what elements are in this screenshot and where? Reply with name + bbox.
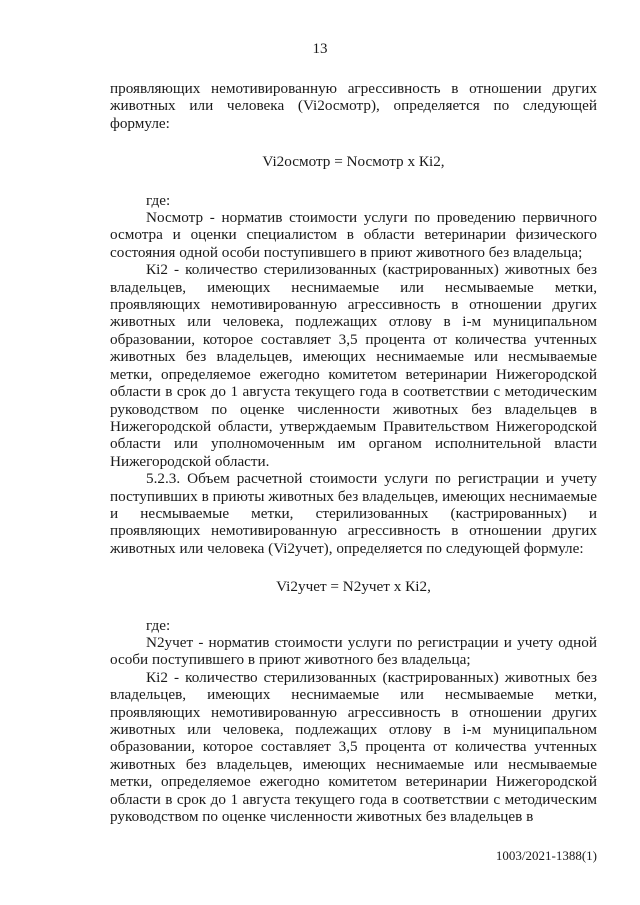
document-code: 1003/2021-1388(1) (495, 848, 597, 863)
paragraph-inspection-norm: Nосмотр - норматив стоимости услуги по проведению первичного осмотра и оценки специалистом в области ветеринарии физического состояния одной особи поступившего в приют животного без владельца; (110, 209, 597, 261)
document-body (110, 80, 597, 825)
paragraph-continuation: проявляющих немотивированную агрессивность в отношении других животных или человека (Vi2осмотр), определяется по следующей формуле: (110, 80, 597, 132)
where-label: где: (146, 191, 171, 209)
paragraph-ki2-definition-2: Кi2 - количество стерилизованных (кастрированных) животных без владельцев, имеющих неснимаемые или несмываемые метки, проявляющих немотивированную агрессивность в отношении других животных или человека, подлежащих отлову в i-м муниципальном образовании, которое составляет 3,5 процента от количества учтенных животных без владельцев, имеющих неснимаемые или несмываемые метки, определяемое ежегодно комитетом ветеринарии Нижегородской области в срок до 1 августа текущего года в соответствии с методическим руководством по оценке численности животных без владельцев в (110, 668, 597, 826)
formula-registration-volume: Vi2учет = N2учет х Кi2, (276, 578, 431, 596)
paragraph-registration-norm: N2учет - норматив стоимости услуги по регистрации и учету одной особи поступившего в приют животного без владельца; (110, 633, 597, 669)
paragraph-ki2-definition: Кi2 - количество стерилизованных (кастрированных) животных без владельцев, имеющих неснимаемые или несмываемые метки, проявляющих немотивированную агрессивность в отношении других животных или человека, подлежащих отлову в i-м муниципальном образовании, которое составляет 3,5 процента от количества учтенных животных без владельцев, имеющих неснимаемые или несмываемые метки, определяемое ежегодно комитетом ветеринарии Нижегородской области в срок до 1 августа текущего года в соответствии с методическим руководством по оценке численности животных без владельцев в Нижегородской области, утверждаемым Правительством Нижегородской области или уполномоченным им органом исполнительной власти Нижегородской области. (110, 261, 597, 470)
page-number: 13 (312, 41, 328, 57)
formula-inspection-volume: Vi2осмотр = Nосмотр х Кi2, (262, 153, 445, 171)
where-label: где: (146, 616, 171, 634)
paragraph-5-2-3: 5.2.3. Объем расчетной стоимости услуги по регистрации и учету поступивших в приюты животных без владельцев, имеющих неснимаемые и несмываемые метки, стерилизованных (кастрированных) и проявляющих немотивированную агрессивность в отношении других животных или человека (Vi2учет), определяется по следующей формуле: (110, 470, 597, 557)
